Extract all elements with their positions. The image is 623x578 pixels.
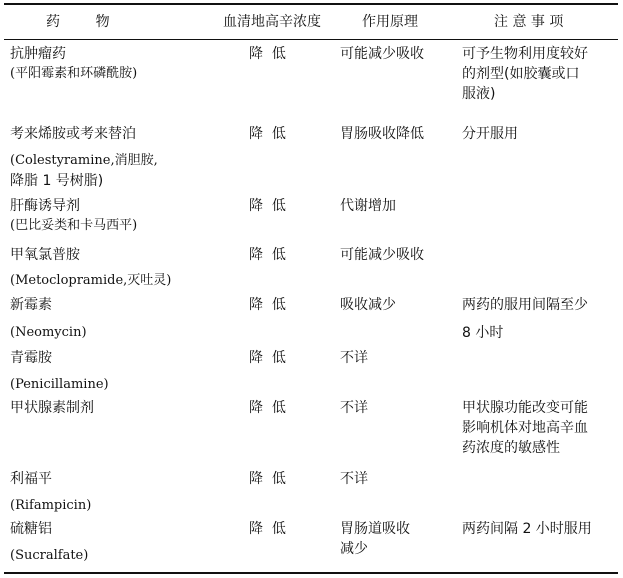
drug-name-line: 甲状腺素制剂 <box>10 400 94 416</box>
header-rule <box>4 39 618 40</box>
drug-name <box>10 519 210 566</box>
drug-name-line: (Metoclopramide,灭吐灵) <box>10 273 172 288</box>
notes <box>462 398 618 458</box>
drug-name-line: 抗肿瘤药 <box>10 46 66 62</box>
drug-name <box>10 295 210 343</box>
notes-line: 甲状腺功能改变可能 <box>462 400 588 416</box>
drug-name <box>10 245 210 291</box>
drug-name-line: (Colestyramine,消胆胺, <box>10 153 158 168</box>
mechanism <box>340 348 450 368</box>
drug-name <box>10 348 210 395</box>
serum-level: 降 低 <box>249 297 286 313</box>
mechanism-line: 不详 <box>340 400 368 416</box>
drug-name-line: (Rifampicin) <box>10 498 92 513</box>
notes <box>462 124 618 144</box>
notes-line: 的剂型(如胶囊或口 <box>462 66 580 82</box>
header-mechanism: 作用原理 <box>362 14 418 30</box>
mechanism-line: 吸收减少 <box>340 297 396 313</box>
mechanism <box>340 196 450 216</box>
mechanism <box>340 398 450 418</box>
notes-line: 两药间隔 2 小时服用 <box>462 521 592 537</box>
mechanism-line: 可能减少吸收 <box>340 247 424 263</box>
notes-line: 可予生物利用度较好 <box>462 46 588 62</box>
notes-line: 8 小时 <box>462 325 504 341</box>
mechanism-line: 代谢增加 <box>340 198 396 214</box>
mechanism <box>340 245 450 265</box>
mechanism-line: 不详 <box>340 471 368 487</box>
serum-level: 降 低 <box>249 126 286 142</box>
drug-name-line: 新霉素 <box>10 297 52 313</box>
mechanism <box>340 295 450 315</box>
notes-line: 分开服用 <box>462 126 518 142</box>
notes <box>462 44 618 104</box>
serum-level: 降 低 <box>249 247 286 263</box>
drug-name-line: (Sucralfate) <box>10 548 89 563</box>
mechanism <box>340 519 450 559</box>
drug-name <box>10 124 210 191</box>
mechanism <box>340 469 450 489</box>
drug-name-line: 考来烯胺或考来替泊 <box>10 126 136 142</box>
drug-name-line: (Neomycin) <box>10 325 87 340</box>
serum-level: 降 低 <box>249 400 286 416</box>
mechanism-line: 可能减少吸收 <box>340 46 424 62</box>
drug-name-line: 硫糖铝 <box>10 521 52 537</box>
serum-level: 降 低 <box>249 471 286 487</box>
drug-name <box>10 469 210 516</box>
mechanism-line: 胃肠道吸收 <box>340 521 410 537</box>
serum-level: 降 低 <box>249 46 286 62</box>
serum-level: 降 低 <box>249 198 286 214</box>
drug-name <box>10 196 210 236</box>
mechanism <box>340 124 450 144</box>
drug-name-line: (Penicillamine) <box>10 377 109 392</box>
drug-interaction-table <box>4 3 618 574</box>
mechanism-line: 胃肠吸收降低 <box>340 126 424 142</box>
header-notes: 注 意 事 项 <box>494 14 564 30</box>
drug-name-line: (巴比妥类和卡马西平) <box>10 218 138 233</box>
notes <box>462 519 618 539</box>
drug-name-line: 降脂 1 号树脂) <box>10 173 104 189</box>
notes-line: 药浓度的敏感性 <box>462 440 560 456</box>
mechanism-line: 不详 <box>340 350 368 366</box>
serum-level: 降 低 <box>249 521 286 537</box>
notes <box>462 295 618 343</box>
notes-line: 两药的服用间隔至少 <box>462 297 588 313</box>
notes-line: 影响机体对地高辛血 <box>462 420 588 436</box>
notes-line: 服液) <box>462 86 496 102</box>
drug-name-line: (平阳霉素和环磷酰胺) <box>10 66 138 81</box>
drug-name-line: 甲氧氯普胺 <box>10 247 80 263</box>
mechanism <box>340 44 450 64</box>
drug-name <box>10 398 210 418</box>
drug-name-line: 利福平 <box>10 471 52 487</box>
bottom-rule <box>4 572 618 574</box>
drug-name-line: 青霉胺 <box>10 350 52 366</box>
serum-level: 降 低 <box>249 350 286 366</box>
header-drug: 药 物 <box>46 14 110 30</box>
drug-name-line: 肝酶诱导剂 <box>10 198 80 214</box>
top-rule <box>4 3 618 5</box>
drug-name <box>10 44 210 84</box>
header-serum-level: 血清地高辛浓度 <box>223 14 321 30</box>
mechanism-line: 减少 <box>340 541 368 557</box>
